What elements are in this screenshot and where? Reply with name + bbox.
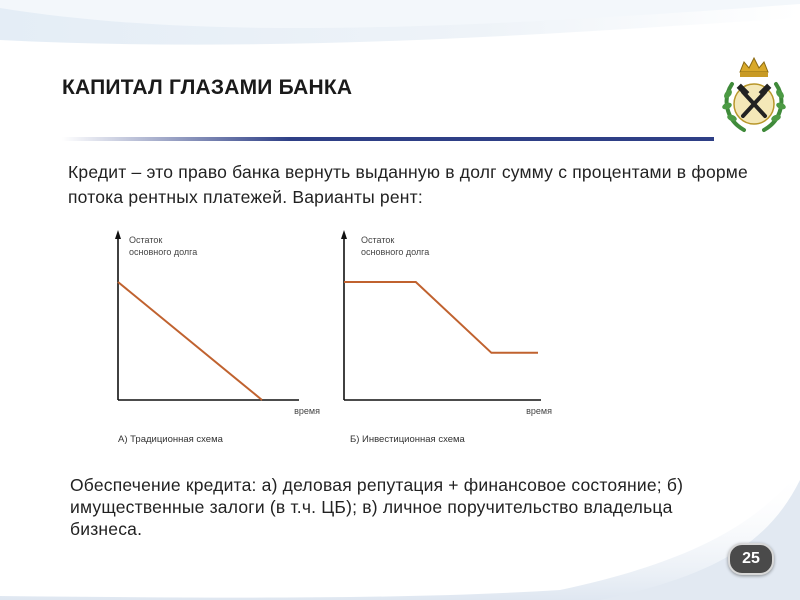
slide-title: КАПИТАЛ ГЛАЗАМИ БАНКА xyxy=(62,76,353,99)
title-divider xyxy=(62,137,714,141)
y-axis-label: Остаток основного долга xyxy=(361,235,430,257)
balance-line xyxy=(118,282,262,400)
page-number-badge: 25 xyxy=(728,543,774,575)
balance-line xyxy=(344,282,538,353)
crossed-hammers-emblem-icon xyxy=(718,54,790,136)
chart-caption: Б) Инвестиционная схема xyxy=(350,434,465,445)
y-axis-label: Остаток основного долга xyxy=(129,235,198,257)
chart-investment-scheme xyxy=(336,226,566,448)
chart-caption: А) Традиционная схема xyxy=(118,434,223,445)
y-axis-arrow xyxy=(115,230,121,239)
credit-collateral-text: Обеспечение кредита: а) деловая репутация + финансовое состояние; б) имущественные залоги (в т.ч. ЦБ); в) личное поручительство владельца бизнеса. xyxy=(70,475,684,539)
chart-traditional-scheme xyxy=(104,226,334,448)
x-axis-label: время xyxy=(526,406,552,416)
x-axis-label: время xyxy=(294,406,320,416)
y-axis-arrow xyxy=(341,230,347,239)
credit-definition-text: Кредит – это право банка вернуть выданную в долг сумму с процентами в форме потока рентных платежей. Варианты рент: xyxy=(68,162,748,207)
